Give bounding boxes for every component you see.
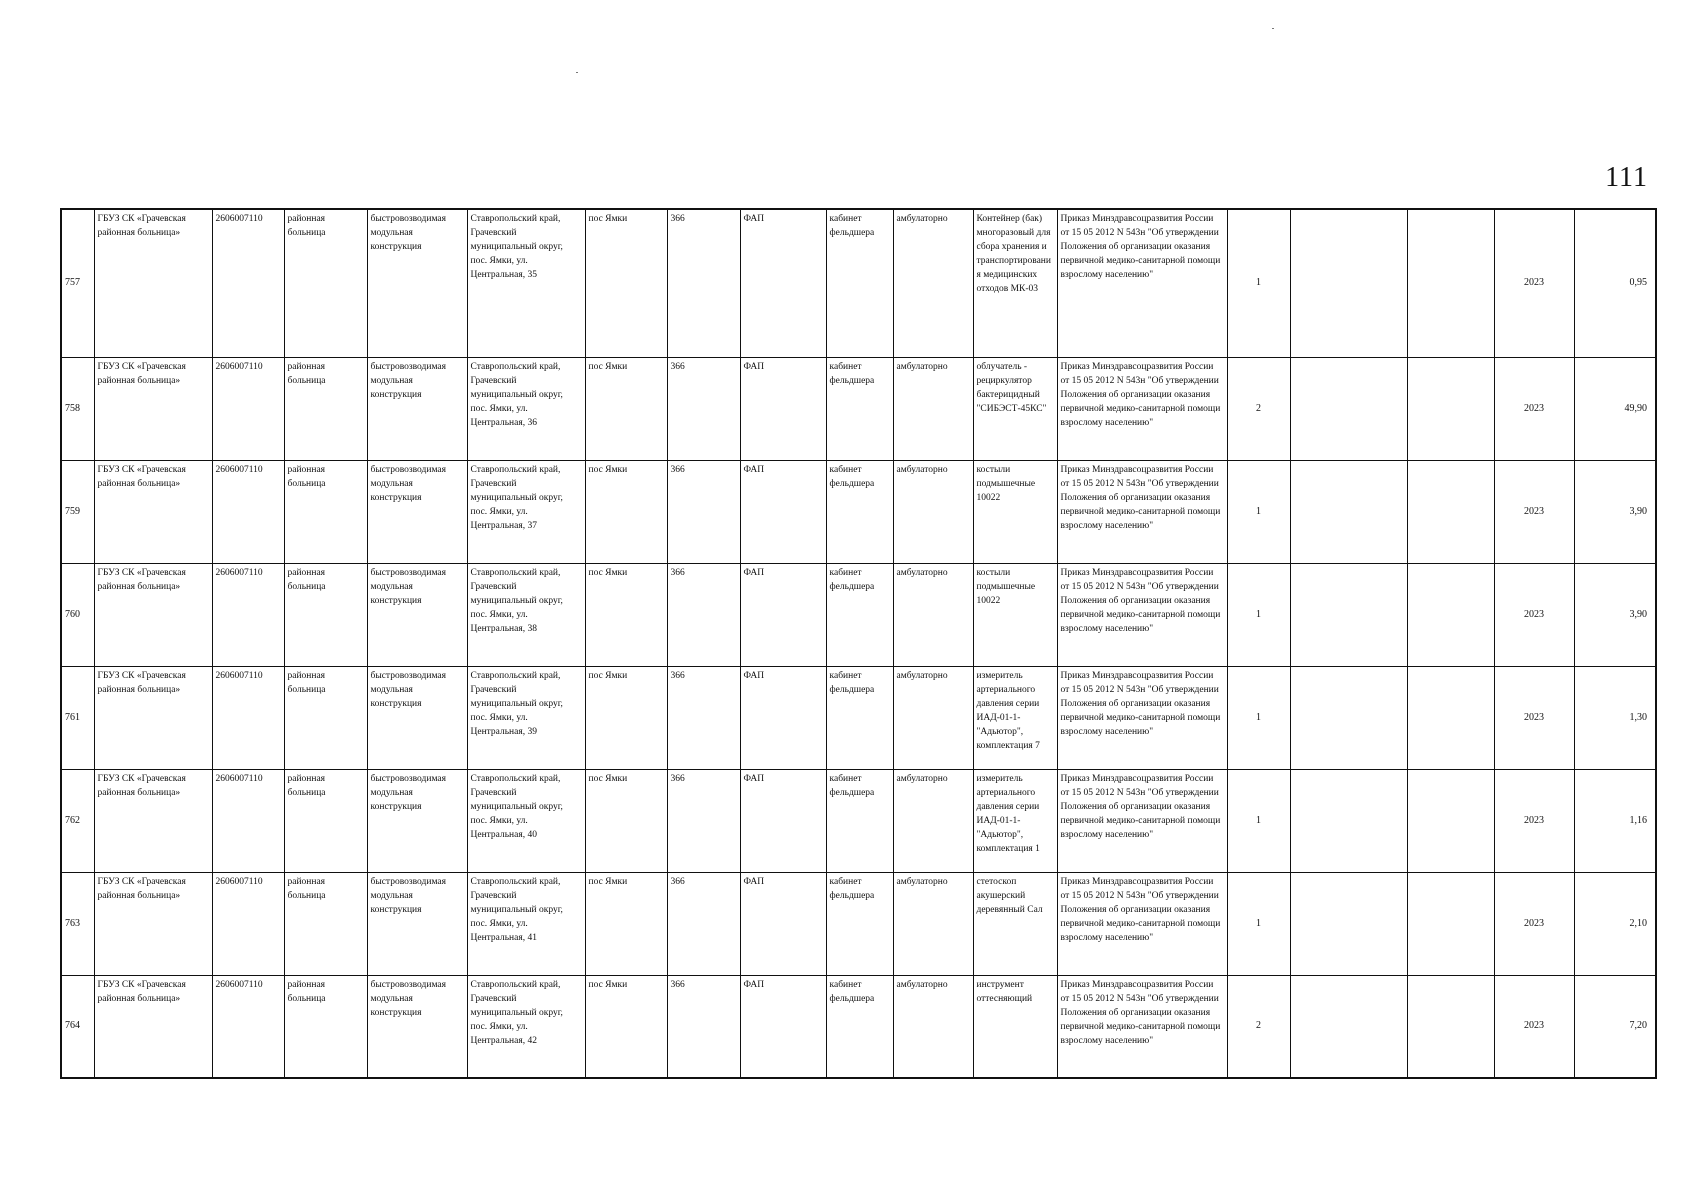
room-cell: кабинет фельдшера — [826, 460, 893, 563]
organization-cell: ГБУЗ СК «Грачевская районная больница» — [94, 975, 212, 1078]
locality-cell: пос Ямки — [585, 563, 667, 666]
facility-cell: ФАП — [740, 209, 826, 357]
org-type-cell: районная больница — [284, 209, 367, 357]
care-form-cell: амбулаторно — [893, 563, 973, 666]
population-cell: 366 — [667, 975, 740, 1078]
empty-cell — [1407, 563, 1494, 666]
building-type-cell: быстровозводимая модульная конструкция — [367, 563, 467, 666]
org-type-cell: районная больница — [284, 769, 367, 872]
facility-cell: ФАП — [740, 563, 826, 666]
cost-cell: 49,90 — [1574, 357, 1656, 460]
equipment-registry-table — [60, 208, 1657, 1079]
regulation-cell: Приказ Минздравсоцразвития России от 15 05 2012 N 543н "Об утверждении Положения об организации оказания первичной медико-санитарной помощи взрослому населению" — [1057, 975, 1227, 1078]
building-type-cell: быстровозводимая модульная конструкция — [367, 769, 467, 872]
empty-cell — [1290, 666, 1407, 769]
room-cell: кабинет фельдшера — [826, 769, 893, 872]
organization-cell: ГБУЗ СК «Грачевская районная больница» — [94, 563, 212, 666]
cost-cell: 0,95 — [1574, 209, 1656, 357]
year-cell: 2023 — [1494, 975, 1574, 1078]
scan-speck — [576, 72, 578, 73]
building-type-cell: быстровозводимая модульная конструкция — [367, 872, 467, 975]
inn-cell: 2606007110 — [212, 357, 284, 460]
locality-cell: пос Ямки — [585, 769, 667, 872]
building-type-cell: быстровозводимая модульная конструкция — [367, 209, 467, 357]
organization-cell: ГБУЗ СК «Грачевская районная больница» — [94, 872, 212, 975]
row-number: 762 — [61, 769, 94, 872]
facility-cell: ФАП — [740, 666, 826, 769]
org-type-cell: районная больница — [284, 666, 367, 769]
equipment-cell: измеритель артериального давления серии ИАД-01-1-"Адьютор", комплектация 7 — [973, 666, 1057, 769]
population-cell: 366 — [667, 460, 740, 563]
empty-cell — [1290, 975, 1407, 1078]
empty-cell — [1407, 357, 1494, 460]
row-number: 764 — [61, 975, 94, 1078]
inn-cell: 2606007110 — [212, 769, 284, 872]
org-type-cell: районная больница — [284, 872, 367, 975]
inn-cell: 2606007110 — [212, 460, 284, 563]
inn-cell: 2606007110 — [212, 872, 284, 975]
empty-cell — [1407, 975, 1494, 1078]
year-cell: 2023 — [1494, 357, 1574, 460]
quantity-cell: 2 — [1227, 975, 1290, 1078]
org-type-cell: районная больница — [284, 460, 367, 563]
address-cell: Ставропольский край, Грачевский муниципальный округ, пос. Ямки, ул. Центральная, 35 — [467, 209, 585, 357]
regulation-cell: Приказ Минздравсоцразвития России от 15 05 2012 N 543н "Об утверждении Положения об организации оказания первичной медико-санитарной помощи взрослому населению" — [1057, 769, 1227, 872]
row-number: 763 — [61, 872, 94, 975]
quantity-cell: 1 — [1227, 563, 1290, 666]
locality-cell: пос Ямки — [585, 872, 667, 975]
care-form-cell: амбулаторно — [893, 769, 973, 872]
empty-cell — [1290, 872, 1407, 975]
table-row — [61, 872, 1656, 975]
care-form-cell: амбулаторно — [893, 666, 973, 769]
empty-cell — [1290, 209, 1407, 357]
table-row — [61, 769, 1656, 872]
address-cell: Ставропольский край, Грачевский муниципальный округ, пос. Ямки, ул. Центральная, 38 — [467, 563, 585, 666]
empty-cell — [1407, 872, 1494, 975]
care-form-cell: амбулаторно — [893, 872, 973, 975]
locality-cell: пос Ямки — [585, 975, 667, 1078]
inn-cell: 2606007110 — [212, 563, 284, 666]
quantity-cell: 2 — [1227, 357, 1290, 460]
population-cell: 366 — [667, 357, 740, 460]
room-cell: кабинет фельдшера — [826, 872, 893, 975]
equipment-cell: костыли подмышечные 10022 — [973, 460, 1057, 563]
regulation-cell: Приказ Минздравсоцразвития России от 15 05 2012 N 543н "Об утверждении Положения об организации оказания первичной медико-санитарной помощи взрослому населению" — [1057, 209, 1227, 357]
quantity-cell: 1 — [1227, 872, 1290, 975]
quantity-cell: 1 — [1227, 666, 1290, 769]
empty-cell — [1407, 209, 1494, 357]
empty-cell — [1290, 460, 1407, 563]
year-cell: 2023 — [1494, 872, 1574, 975]
population-cell: 366 — [667, 872, 740, 975]
address-cell: Ставропольский край, Грачевский муниципальный округ, пос. Ямки, ул. Центральная, 41 — [467, 872, 585, 975]
address-cell: Ставропольский край, Грачевский муниципальный округ, пос. Ямки, ул. Центральная, 36 — [467, 357, 585, 460]
org-type-cell: районная больница — [284, 975, 367, 1078]
regulation-cell: Приказ Минздравсоцразвития России от 15 05 2012 N 543н "Об утверждении Положения об организации оказания первичной медико-санитарной помощи взрослому населению" — [1057, 460, 1227, 563]
equipment-cell: измеритель артериального давления серии ИАД-01-1-"Адьютор", комплектация 1 — [973, 769, 1057, 872]
facility-cell: ФАП — [740, 769, 826, 872]
table-row — [61, 209, 1656, 357]
cost-cell: 7,20 — [1574, 975, 1656, 1078]
population-cell: 366 — [667, 769, 740, 872]
care-form-cell: амбулаторно — [893, 209, 973, 357]
scan-speck — [1272, 28, 1274, 29]
row-number: 759 — [61, 460, 94, 563]
year-cell: 2023 — [1494, 209, 1574, 357]
population-cell: 366 — [667, 563, 740, 666]
org-type-cell: районная больница — [284, 357, 367, 460]
facility-cell: ФАП — [740, 357, 826, 460]
equipment-cell: стетоскоп акушерский деревянный Сал — [973, 872, 1057, 975]
empty-cell — [1290, 769, 1407, 872]
population-cell: 366 — [667, 209, 740, 357]
equipment-cell: облучатель - рециркулятор бактерицидный "СИБЭСТ-45КС" — [973, 357, 1057, 460]
row-number: 757 — [61, 209, 94, 357]
inn-cell: 2606007110 — [212, 666, 284, 769]
year-cell: 2023 — [1494, 563, 1574, 666]
facility-cell: ФАП — [740, 872, 826, 975]
room-cell: кабинет фельдшера — [826, 975, 893, 1078]
address-cell: Ставропольский край, Грачевский муниципальный округ, пос. Ямки, ул. Центральная, 42 — [467, 975, 585, 1078]
table-row — [61, 975, 1656, 1078]
room-cell: кабинет фельдшера — [826, 666, 893, 769]
cost-cell: 3,90 — [1574, 460, 1656, 563]
regulation-cell: Приказ Минздравсоцразвития России от 15 05 2012 N 543н "Об утверждении Положения об организации оказания первичной медико-санитарной помощи взрослому населению" — [1057, 666, 1227, 769]
empty-cell — [1407, 666, 1494, 769]
year-cell: 2023 — [1494, 666, 1574, 769]
cost-cell: 2,10 — [1574, 872, 1656, 975]
organization-cell: ГБУЗ СК «Грачевская районная больница» — [94, 460, 212, 563]
regulation-cell: Приказ Минздравсоцразвития России от 15 05 2012 N 543н "Об утверждении Положения об организации оказания первичной медико-санитарной помощи взрослому населению" — [1057, 357, 1227, 460]
page-number: 111 — [1605, 162, 1648, 193]
facility-cell: ФАП — [740, 975, 826, 1078]
address-cell: Ставропольский край, Грачевский муниципальный округ, пос. Ямки, ул. Центральная, 39 — [467, 666, 585, 769]
address-cell: Ставропольский край, Грачевский муниципальный округ, пос. Ямки, ул. Центральная, 40 — [467, 769, 585, 872]
regulation-cell: Приказ Минздравсоцразвития России от 15 05 2012 N 543н "Об утверждении Положения об организации оказания первичной медико-санитарной помощи взрослому населению" — [1057, 563, 1227, 666]
table-row — [61, 357, 1656, 460]
care-form-cell: амбулаторно — [893, 460, 973, 563]
cost-cell: 1,30 — [1574, 666, 1656, 769]
building-type-cell: быстровозводимая модульная конструкция — [367, 666, 467, 769]
inn-cell: 2606007110 — [212, 975, 284, 1078]
facility-cell: ФАП — [740, 460, 826, 563]
locality-cell: пос Ямки — [585, 666, 667, 769]
quantity-cell: 1 — [1227, 769, 1290, 872]
locality-cell: пос Ямки — [585, 209, 667, 357]
equipment-cell: Контейнер (бак) многоразовый для сбора хранения и транспортирования медицинских отходов МК-03 — [973, 209, 1057, 357]
care-form-cell: амбулаторно — [893, 357, 973, 460]
empty-cell — [1407, 769, 1494, 872]
room-cell: кабинет фельдшера — [826, 357, 893, 460]
address-cell: Ставропольский край, Грачевский муниципальный округ, пос. Ямки, ул. Центральная, 37 — [467, 460, 585, 563]
building-type-cell: быстровозводимая модульная конструкция — [367, 460, 467, 563]
locality-cell: пос Ямки — [585, 460, 667, 563]
care-form-cell: амбулаторно — [893, 975, 973, 1078]
locality-cell: пос Ямки — [585, 357, 667, 460]
empty-cell — [1407, 460, 1494, 563]
empty-cell — [1290, 563, 1407, 666]
table-row — [61, 460, 1656, 563]
row-number: 758 — [61, 357, 94, 460]
empty-cell — [1290, 357, 1407, 460]
equipment-cell: костыли подмышечные 10022 — [973, 563, 1057, 666]
quantity-cell: 1 — [1227, 209, 1290, 357]
regulation-cell: Приказ Минздравсоцразвития России от 15 05 2012 N 543н "Об утверждении Положения об организации оказания первичной медико-санитарной помощи взрослому населению" — [1057, 872, 1227, 975]
org-type-cell: районная больница — [284, 563, 367, 666]
table-row — [61, 666, 1656, 769]
organization-cell: ГБУЗ СК «Грачевская районная больница» — [94, 666, 212, 769]
quantity-cell: 1 — [1227, 460, 1290, 563]
year-cell: 2023 — [1494, 460, 1574, 563]
row-number: 760 — [61, 563, 94, 666]
room-cell: кабинет фельдшера — [826, 209, 893, 357]
equipment-cell: инструмент оттесняющий — [973, 975, 1057, 1078]
cost-cell: 1,16 — [1574, 769, 1656, 872]
year-cell: 2023 — [1494, 769, 1574, 872]
building-type-cell: быстровозводимая модульная конструкция — [367, 975, 467, 1078]
inn-cell: 2606007110 — [212, 209, 284, 357]
population-cell: 366 — [667, 666, 740, 769]
organization-cell: ГБУЗ СК «Грачевская районная больница» — [94, 769, 212, 872]
building-type-cell: быстровозводимая модульная конструкция — [367, 357, 467, 460]
room-cell: кабинет фельдшера — [826, 563, 893, 666]
organization-cell: ГБУЗ СК «Грачевская районная больница» — [94, 209, 212, 357]
row-number: 761 — [61, 666, 94, 769]
cost-cell: 3,90 — [1574, 563, 1656, 666]
organization-cell: ГБУЗ СК «Грачевская районная больница» — [94, 357, 212, 460]
table-row — [61, 563, 1656, 666]
